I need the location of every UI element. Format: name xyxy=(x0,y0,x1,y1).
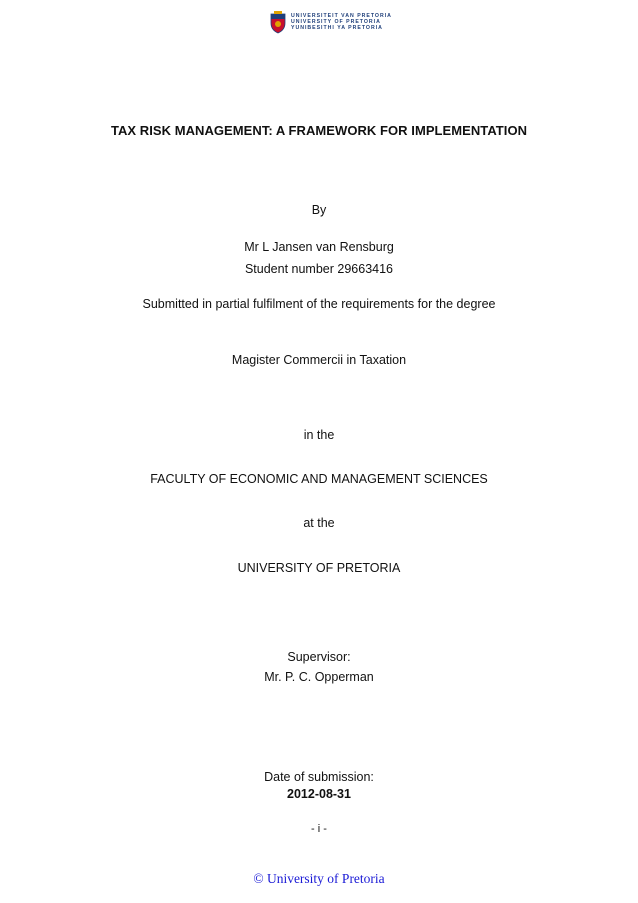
document-title: TAX RISK MANAGEMENT: A FRAMEWORK FOR IMPLEMENTATION xyxy=(110,123,528,138)
logo-line-english: UNIVERSITY OF PRETORIA xyxy=(291,19,381,26)
by-label: By xyxy=(311,203,327,217)
student-number: Student number 29663416 xyxy=(244,262,394,276)
in-the-label: in the xyxy=(303,428,335,442)
faculty-name: FACULTY OF ECONOMIC AND MANAGEMENT SCIENCES xyxy=(150,472,488,486)
university-crest-icon xyxy=(270,10,286,34)
copyright-footer: © University of Pretoria xyxy=(253,871,385,886)
date-label: Date of submission: xyxy=(264,770,374,784)
submission-statement: Submitted in partial fulfilment of the requirements for the degree xyxy=(142,297,496,311)
author-name: Mr L Jansen van Rensburg xyxy=(244,240,394,254)
logo-line-afrikaans: UNIVERSITEIT VAN PRETORIA xyxy=(291,13,392,19)
page-number: - i - xyxy=(311,823,327,835)
at-the-label: at the xyxy=(303,516,335,530)
supervisor-label: Supervisor: xyxy=(287,650,351,664)
degree-name: Magister Commercii in Taxation xyxy=(231,353,407,367)
supervisor-name: Mr. P. C. Opperman xyxy=(264,670,374,684)
date-value: 2012-08-31 xyxy=(287,787,351,801)
university-logo xyxy=(270,10,392,36)
logo-line-sepedi: YUNIBESITHI YA PRETORIA xyxy=(291,25,383,32)
university-name: UNIVERSITY OF PRETORIA xyxy=(237,561,401,575)
